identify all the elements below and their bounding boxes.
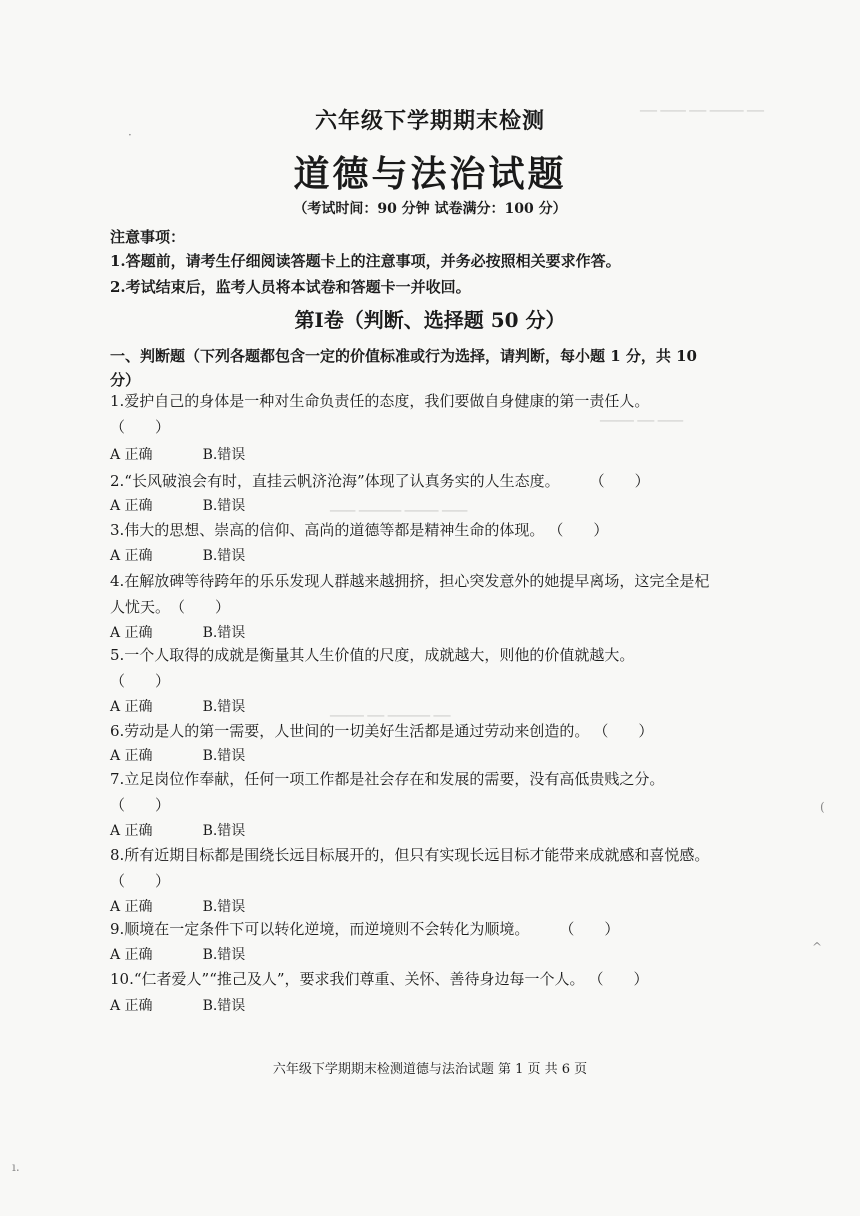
- question-5: [110, 642, 710, 694]
- option-b: B.错误: [202, 947, 246, 963]
- option-b: B.错误: [202, 998, 246, 1014]
- question-text: 7.立足岗位作奉献，任何一项工作都是社会存在和发展的需要，没有高低贵贱之分。: [110, 770, 665, 788]
- scan-speck: ^: [812, 940, 823, 954]
- answer-blank: （ ）: [593, 722, 654, 740]
- question-options: [110, 745, 245, 765]
- exam-title: 道德与法治试题: [293, 153, 567, 195]
- option-a: A 正确: [110, 947, 153, 963]
- option-a: A 正确: [110, 699, 153, 715]
- question-text: 6.劳动是人的第一需要，人世间的一切美好生活都是通过劳动来创造的。: [110, 722, 590, 740]
- answer-blank: （ ）: [588, 970, 649, 988]
- scan-speck: ı.: [12, 1160, 20, 1174]
- answer-blank: （ ）: [110, 872, 171, 890]
- notice-item: 1.答题前，请考生仔细阅读答题卡上的注意事项，并务必按照相关要求作答。: [110, 252, 621, 270]
- bleed-through-text: ▁▁▁▁ ▁▁ ▁▁▁: [600, 409, 684, 422]
- question-text: 3.伟大的思想、崇高的信仰、高尚的道德等都是精神生命的体现。: [110, 521, 545, 539]
- option-a: A 正确: [110, 625, 153, 641]
- bleed-through-text: ▁▁▁▁ ▁▁ ▁▁▁▁▁ ▁▁: [330, 704, 451, 717]
- question-4: [110, 568, 710, 620]
- option-a: A 正确: [110, 899, 153, 915]
- question-text: 8.所有近期目标都是围绕长远目标展开的，但只有实现长远目标才能带来成就感和喜悦感。: [110, 846, 710, 864]
- question-3: [110, 517, 710, 543]
- notice-item: 2.考试结束后，监考人员将本试卷和答题卡一并收回。: [110, 278, 471, 296]
- question-options: [110, 820, 245, 840]
- question-9: [110, 916, 710, 942]
- question-options: [110, 622, 245, 642]
- question-10: [110, 966, 710, 992]
- option-b: B.错误: [202, 748, 246, 764]
- question-options: [110, 896, 245, 916]
- notice-heading: 注意事项：: [110, 228, 186, 246]
- option-a: A 正确: [110, 823, 153, 839]
- section-instruction: 一、判断题（下列各题都包含一定的价值标准或行为选择，请判断，每小题 1 分，共 10 分）: [110, 347, 697, 389]
- question-text: 1.爱护自己的身体是一种对生命负责任的态度，我们要做自身健康的第一责任人。: [110, 392, 650, 410]
- question-options: [110, 495, 245, 515]
- question-text: 10.“仁者爱人”“推己及人”，要求我们尊重、关怀、善待身边每一个人。: [110, 970, 585, 988]
- answer-blank: （ ）: [559, 920, 620, 938]
- section-title: 第Ⅰ卷（判断、选择题 50 分）: [294, 308, 566, 332]
- bleed-through-text: ▁▁ ▁▁▁ ▁▁ ▁▁▁▁ ▁▁: [640, 99, 764, 112]
- question-options: [110, 696, 245, 716]
- question-6: [110, 718, 710, 744]
- question-text: 4.在解放碑等待跨年的乐乐发现人群越来越拥挤，担心突发意外的她提早离场，这完全是杞人忧天。: [110, 572, 710, 616]
- answer-blank: （ ）: [110, 418, 171, 436]
- option-b: B.错误: [202, 823, 246, 839]
- option-a: A 正确: [110, 548, 153, 564]
- question-options: [110, 444, 245, 464]
- option-a: A 正确: [110, 998, 153, 1014]
- answer-blank: （ ）: [170, 598, 231, 616]
- question-options: [110, 995, 245, 1015]
- answer-blank: （ ）: [548, 521, 609, 539]
- question-options: [110, 944, 245, 964]
- option-a: A 正确: [110, 748, 153, 764]
- question-8: [110, 842, 710, 894]
- question-text: 5.一个人取得的成就是衡量其人生价值的尺度，成就越大，则他的价值就越大。: [110, 646, 635, 664]
- scan-speck: (: [820, 800, 825, 814]
- option-b: B.错误: [202, 899, 246, 915]
- option-b: B.错误: [202, 699, 246, 715]
- question-text: 9.顺境在一定条件下可以转化逆境，而逆境则不会转化为顺境。: [110, 920, 530, 938]
- question-text: 2.“长风破浪会有时，直挂云帆济沧海”体现了认真务实的人生态度。: [110, 472, 560, 490]
- question-7: [110, 766, 710, 818]
- answer-blank: （ ）: [110, 796, 171, 814]
- option-a: A 正确: [110, 498, 153, 514]
- option-a: A 正确: [110, 447, 153, 463]
- page-footer: 六年级下学期期末检测道德与法治试题 第 1 页 共 6 页: [272, 1062, 588, 1077]
- option-b: B.错误: [202, 498, 246, 514]
- exam-subtitle: 六年级下学期期末检测: [314, 108, 545, 134]
- option-b: B.错误: [202, 548, 246, 564]
- bleed-through-text: ▁▁▁ ▁▁▁▁▁ ▁▁▁▁ ▁▁▁: [330, 499, 468, 512]
- exam-info: （考试时间：90 分钟 试卷满分：100 分）: [293, 201, 567, 217]
- question-2: [110, 468, 710, 494]
- question-1: [110, 388, 710, 440]
- scan-speck: ·: [128, 128, 132, 142]
- answer-blank: （ ）: [110, 672, 171, 690]
- option-b: B.错误: [202, 447, 246, 463]
- answer-blank: （ ）: [589, 472, 650, 490]
- question-options: [110, 545, 245, 565]
- option-b: B.错误: [202, 625, 246, 641]
